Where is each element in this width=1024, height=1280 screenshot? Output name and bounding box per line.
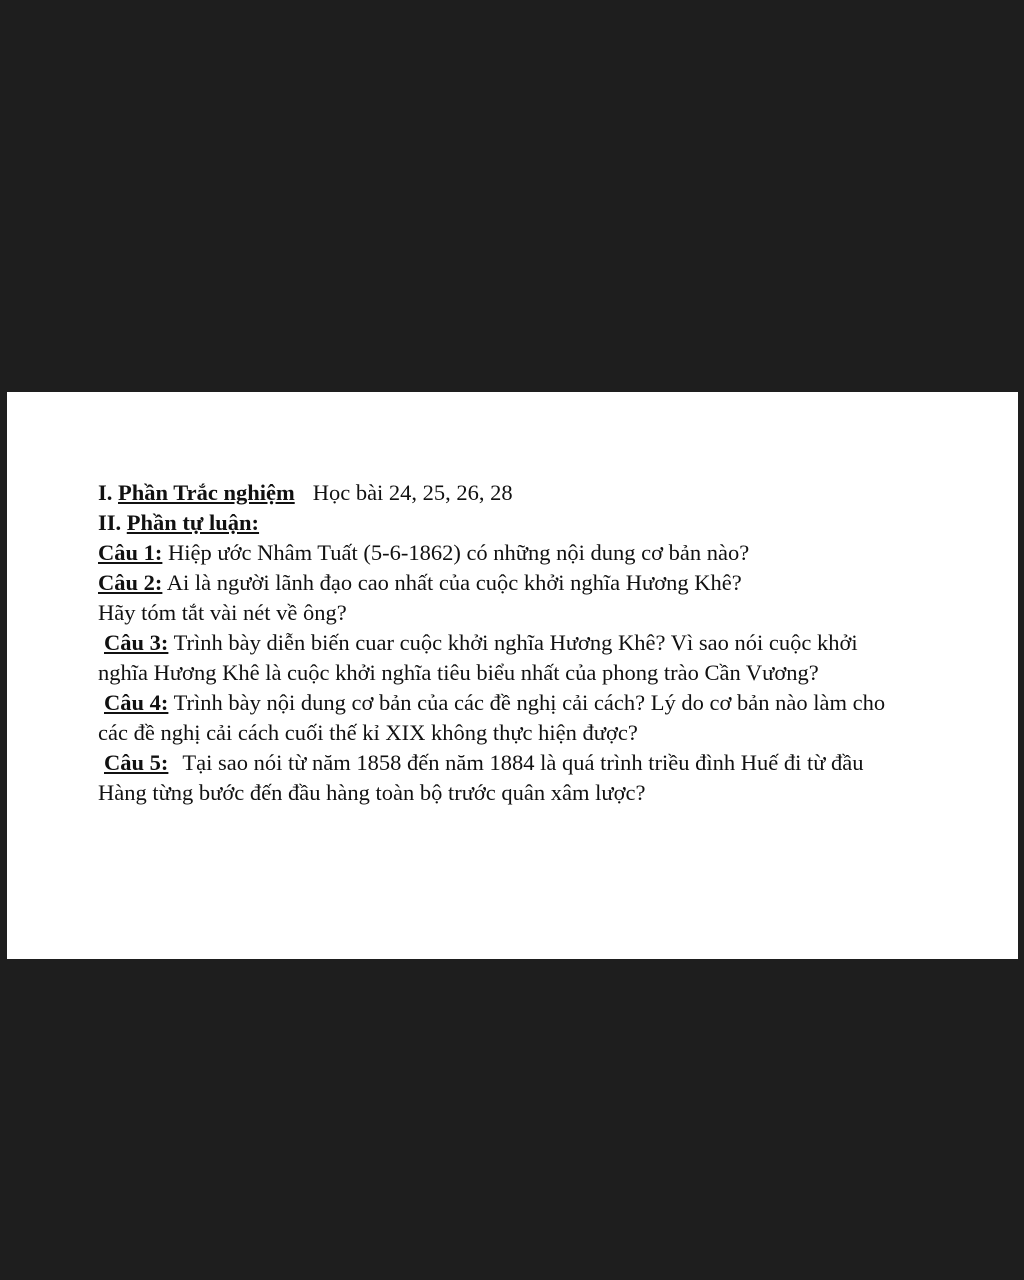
question-4-label: Câu 4:: [104, 690, 169, 715]
document-page: [7, 392, 1018, 959]
question-5-text: Tại sao nói từ năm 1858 đến năm 1884 là quá trình triều đình Huế đi từ đầu: [182, 750, 864, 775]
question-5-continuation: Hàng từng bước đến đầu hàng toàn bộ trước quân xâm lược?: [98, 780, 646, 805]
document-content: [98, 478, 998, 808]
question-3: [98, 628, 998, 658]
question-2: [98, 568, 998, 598]
question-2-continuation: Hãy tóm tắt vài nét về ông?: [98, 600, 347, 625]
question-2-text: Ai là người lãnh đạo cao nhất của cuộc khởi nghĩa Hương Khê?: [166, 570, 742, 595]
section-1-heading: [98, 478, 998, 508]
question-1: [98, 538, 998, 568]
question-4-continuation: các đề nghị cải cách cuối thế kỉ XIX không thực hiện được?: [98, 720, 638, 745]
question-3-text: Trình bày diễn biến cuar cuộc khởi nghĩa Hương Khê? Vì sao nói cuộc khởi: [173, 630, 858, 655]
section-1-note: Học bài 24, 25, 26, 28: [312, 480, 513, 505]
question-2-label: Câu 2:: [98, 570, 163, 595]
question-3-label: Câu 3:: [104, 630, 169, 655]
question-3-continuation: nghĩa Hương Khê là cuộc khởi nghĩa tiêu biểu nhất của phong trào Cần Vương?: [98, 660, 819, 685]
section-2-number: II.: [98, 510, 122, 535]
question-1-label: Câu 1:: [98, 540, 163, 565]
question-1-text: Hiệp ước Nhâm Tuất (5-6-1862) có những nội dung cơ bản nào?: [168, 540, 750, 565]
question-4: [98, 688, 998, 718]
section-2-heading: [98, 508, 998, 538]
question-5: [98, 748, 998, 778]
section-1-title: Phần Trắc nghiệm: [118, 480, 295, 505]
question-5-label: Câu 5:: [104, 750, 169, 775]
section-2-title: Phần tự luận:: [126, 510, 260, 535]
question-4-text: Trình bày nội dung cơ bản của các đề nghị cải cách? Lý do cơ bản nào làm cho: [173, 690, 886, 715]
section-1-number: I.: [98, 480, 113, 505]
